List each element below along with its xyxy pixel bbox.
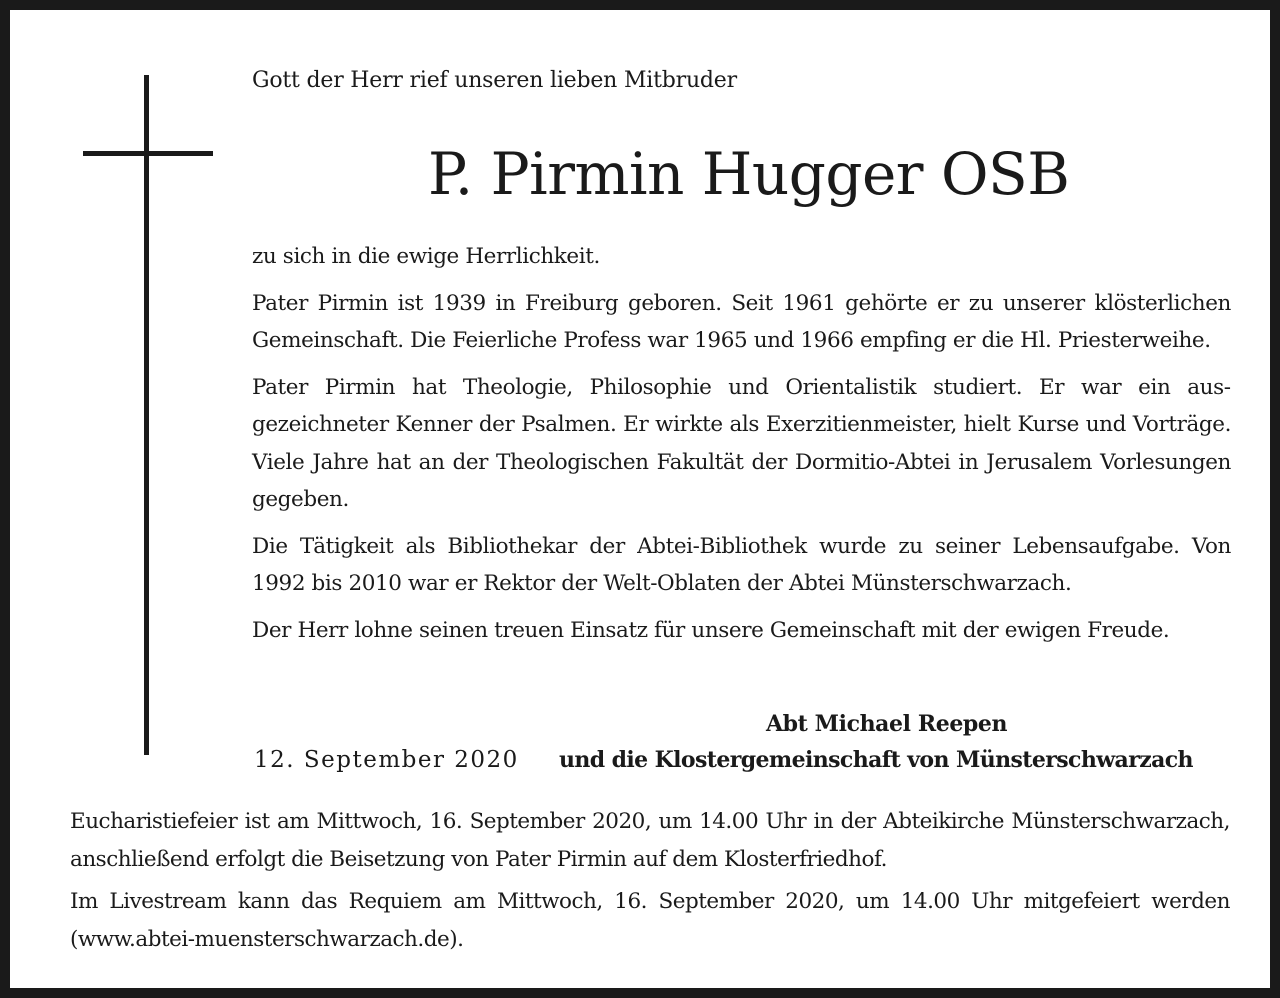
notice-date: 12. September 2020	[254, 747, 519, 773]
deceased-name: P. Pirmin Hugger OSB	[428, 140, 1070, 208]
body-paragraph: Der Herr lohne seinen treuen Einsatz für unsere Gemeinschaft mit der ewigen Freude.	[252, 617, 1170, 643]
footer-paragraph: Im Livestream kann das Requiem am Mittwoch, 16. September 2020, um 14.00 Uhr mitgefeiert werden (www.abtei-muensterschwarzach.de).	[70, 889, 1230, 952]
intro-text: Gott der Herr rief unseren lieben Mitbruder	[252, 68, 737, 93]
body-paragraph: Die Tätigkeit als Bibliothekar der Abtei-Bibliothek wurde zu seiner Lebensaufgabe. Von 1992 bis 2010 war er Rektor der Welt-Oblaten der Abtei Münsterschwarzach.	[252, 533, 1231, 596]
cross-icon	[144, 75, 149, 755]
footer-paragraph: Eucharistiefeier ist am Mittwoch, 16. September 2020, um 14.00 Uhr in der Abteikirche Münsterschwarzach, anschließend erfolgt die Beisetzung von Pater Pirmin auf dem Klosterfriedhof.	[70, 809, 1230, 872]
body-paragraph: Pater Pirmin ist 1939 in Freiburg geboren. Seit 1961 gehörte er zu unserer klösterlichen Gemeinschaft. Die Feierliche Profess war 1965 und 1966 empfing er die Hl. Priesterweihe.	[252, 290, 1231, 353]
body-paragraph: Pater Pirmin hat Theologie, Philosophie und Orientalistik studiert. Er war ein ausgezeichneter Kenner der Psalmen. Er wirkte als Exerzitienmeister, hielt Kurse und Vorträge. Viele Jahre hat an der Theologischen Fakultät der Dormitio-Abtei in Jerusalem Vorlesungen gegeben.	[252, 374, 1231, 512]
notice-body	[252, 238, 1231, 658]
funeral-info	[70, 803, 1230, 963]
body-paragraph: zu sich in die ewige Herrlichkeit.	[252, 244, 600, 269]
signature-community: und die Klostergemeinschaft von Münsterschwarzach	[559, 747, 1193, 773]
signature-abbot: Abt Michael Reepen	[766, 711, 1008, 737]
cross-icon-bar	[83, 151, 213, 156]
